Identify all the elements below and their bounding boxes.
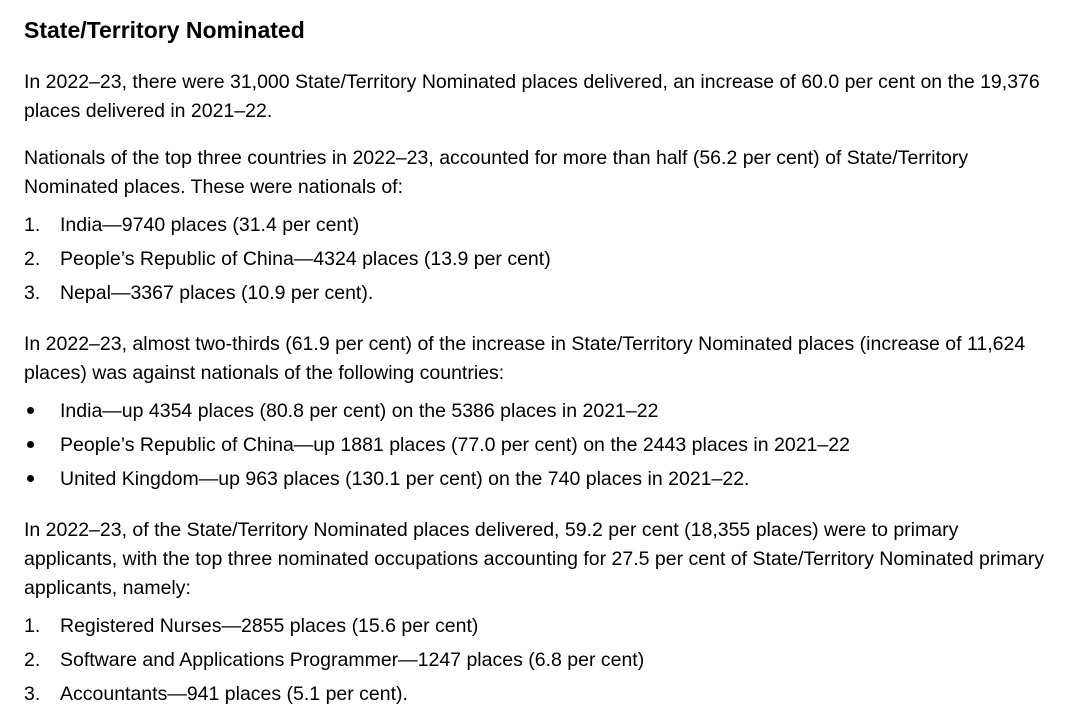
list-item (24, 394, 1056, 428)
list-item (24, 462, 1056, 496)
list-number: 1. (24, 615, 41, 637)
list-item-text: Accountants—941 places (5.1 per cent). (60, 683, 408, 705)
bullet-icon (27, 475, 34, 482)
list-number: 2. (24, 649, 41, 671)
top-countries-list (24, 208, 1056, 310)
list-item-text: People’s Republic of China—4324 places (13.9 per cent) (60, 248, 551, 270)
section-heading: State/Territory Nominated (24, 17, 305, 43)
list-item-text: Registered Nurses—2855 places (15.6 per cent) (60, 615, 479, 637)
occupations-paragraph: In 2022–23, of the State/Territory Nominated places delivered, 59.2 per cent (18,355 places) were to primary applicants, with the top three nominated occupations accounting for 27.5 per cent of State/Territory Nominated primary applicants, namely: (24, 519, 1044, 599)
list-item-text: United Kingdom—up 963 places (130.1 per cent) on the 740 places in 2021–22. (60, 468, 750, 490)
increase-paragraph: In 2022–23, almost two-thirds (61.9 per cent) of the increase in State/Territory Nominated places (increase of 11,624 places) was against nationals of the following countries: (24, 333, 1026, 384)
list-item-text: India—9740 places (31.4 per cent) (60, 214, 360, 236)
list-number: 3. (24, 683, 41, 705)
bullet-icon (27, 407, 34, 414)
list-number: 2. (24, 248, 41, 270)
list-item (24, 677, 1056, 711)
list-item (24, 242, 1056, 276)
list-number: 1. (24, 214, 41, 236)
list-item (24, 609, 1056, 643)
increase-countries-list (24, 394, 1056, 496)
top-occupations-list (24, 609, 1056, 711)
list-item-text: India—up 4354 places (80.8 per cent) on the 5386 places in 2021–22 (60, 400, 659, 422)
list-number: 3. (24, 282, 41, 304)
top-countries-paragraph: Nationals of the top three countries in 2022–23, accounted for more than half (56.2 per cent) of State/Territory Nominated places. These were nationals of: (24, 147, 969, 198)
list-item (24, 276, 1056, 310)
bullet-icon (27, 441, 34, 448)
list-item-text: People’s Republic of China—up 1881 places (77.0 per cent) on the 2443 places in 2021–22 (60, 434, 850, 456)
list-item-text: Nepal—3367 places (10.9 per cent). (60, 282, 374, 304)
intro-paragraph: In 2022–23, there were 31,000 State/Territory Nominated places delivered, an increase of 60.0 per cent on the 19,376 places delivered in 2021–22. (24, 71, 1040, 122)
list-item (24, 208, 1056, 242)
list-item (24, 428, 1056, 462)
list-item (24, 643, 1056, 677)
list-item-text: Software and Applications Programmer—1247 places (6.8 per cent) (60, 649, 645, 671)
